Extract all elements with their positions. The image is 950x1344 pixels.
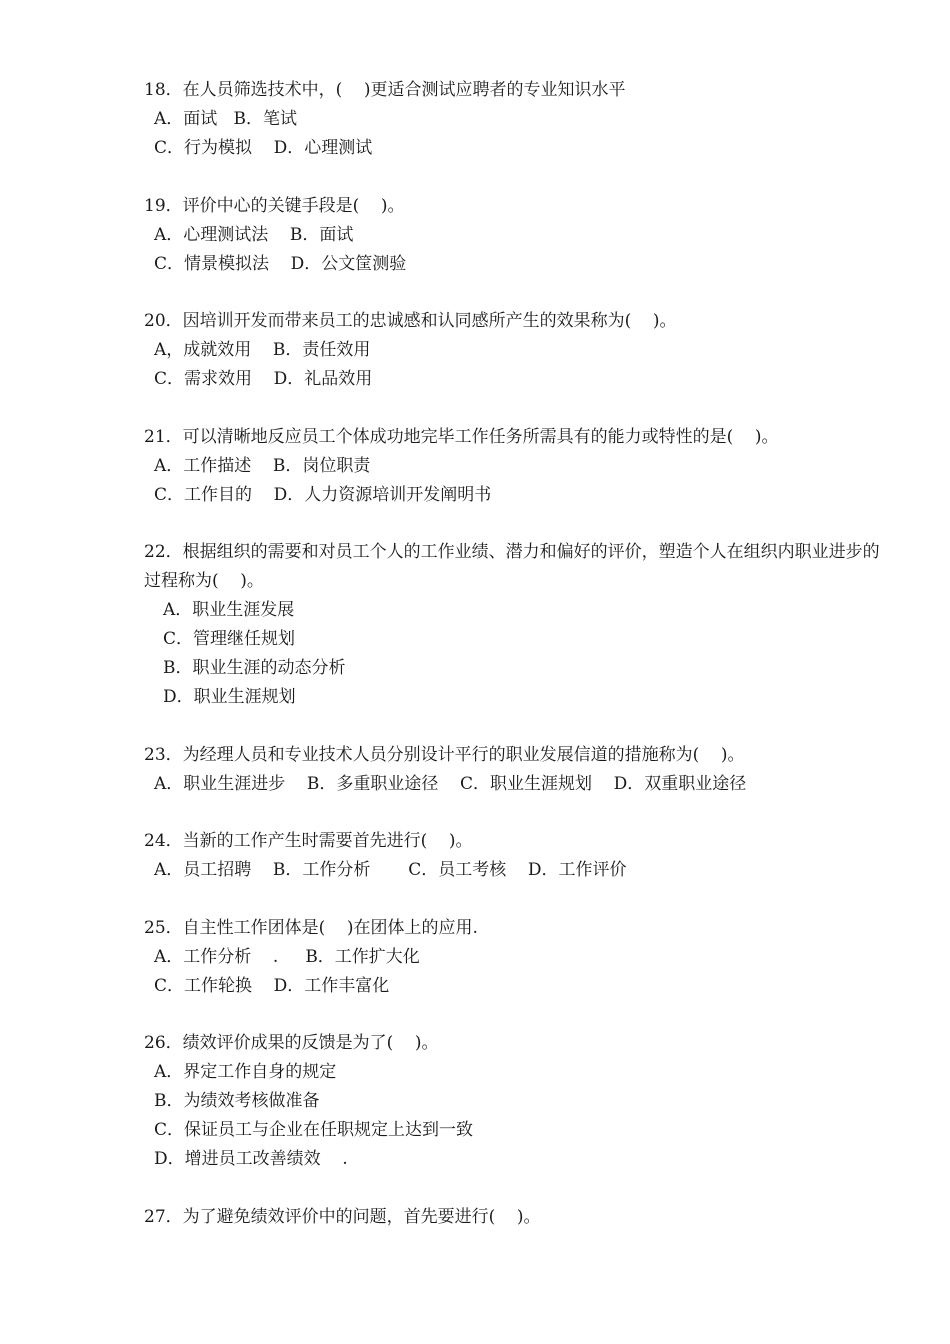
question-stem: 23．为经理人员和专业技术人员分别设计平行的职业发展信道的措施称为( )。 bbox=[144, 744, 745, 765]
option-line: A．员工招聘 B．工作分析 C．员工考核 D．工作评价 bbox=[154, 860, 627, 880]
option-line: C．行为模拟 D．心理测试 bbox=[154, 138, 373, 158]
question-stem: 26．绩效评价成果的反馈是为了( )。 bbox=[144, 1033, 439, 1053]
option-line: C．情景模拟法 D．公文筐测验 bbox=[154, 253, 407, 274]
option-line: A．工作分析 . B．工作扩大化 bbox=[154, 946, 420, 967]
question-stem: 20．因培训开发而带来员工的忠诚感和认同感所产生的效果称为( )。 bbox=[144, 311, 677, 331]
option-line: A．心理测试法 B．面试 bbox=[154, 224, 354, 245]
option-line: C．工作目的 D．人力资源培训开发阐明书 bbox=[154, 484, 492, 505]
option-line: B．职业生涯的动态分析 bbox=[163, 658, 346, 678]
option-line: A．界定工作自身的规定 bbox=[154, 1062, 337, 1082]
question-stem: 18．在人员筛选技术中，( )更适合测试应聘者的专业知识水平 bbox=[144, 80, 626, 100]
option-line: A．职业生涯发展 bbox=[163, 600, 295, 620]
question-stem: 27．为了避免绩效评价中的问题，首先要进行( )。 bbox=[144, 1206, 541, 1227]
option-line: A．职业生涯进步 B．多重职业途径 C．职业生涯规划 D．双重职业途径 bbox=[154, 773, 747, 794]
option-line: B．为绩效考核做准备 bbox=[154, 1091, 320, 1111]
option-line: C．工作轮换 D．工作丰富化 bbox=[154, 975, 390, 996]
question-25 bbox=[144, 914, 884, 1001]
question-23 bbox=[144, 741, 884, 799]
question-stem: 24．当新的工作产生时需要首先进行( )。 bbox=[144, 831, 473, 851]
option-line: C．管理继任规划 bbox=[163, 629, 296, 649]
document-page bbox=[144, 76, 884, 1260]
question-22 bbox=[144, 538, 884, 712]
option-line: A．工作描述 B．岗位职责 bbox=[154, 455, 371, 476]
question-21 bbox=[144, 423, 884, 510]
question-20 bbox=[144, 307, 884, 394]
question-stem: 19．评价中心的关键手段是( )。 bbox=[144, 195, 405, 216]
option-line: A，成就效用 B．责任效用 bbox=[154, 340, 371, 360]
option-line: D．职业生涯规划 bbox=[163, 687, 296, 707]
question-19 bbox=[144, 192, 884, 279]
option-line: A．面试 B．笔试 bbox=[154, 109, 297, 129]
option-line: D．增进员工改善绩效 . bbox=[154, 1149, 348, 1169]
question-stem: 25．自主性工作团体是( )在团体上的应用. bbox=[144, 917, 478, 938]
question-stem: 21．可以清晰地反应员工个体成功地完毕工作任务所需具有的能力或特性的是( )。 bbox=[144, 426, 779, 447]
question-26 bbox=[144, 1029, 884, 1174]
option-line: C．需求效用 D．礼品效用 bbox=[154, 369, 373, 389]
question-27 bbox=[144, 1203, 884, 1232]
question-18 bbox=[144, 76, 884, 163]
question-stem: 22．根据组织的需要和对员工个人的工作业绩、潜力和偏好的评价，塑造个人在组织内职业进步的过程称为( )。 bbox=[144, 542, 880, 591]
option-line: C．保证员工与企业在任职规定上达到一致 bbox=[154, 1120, 474, 1140]
question-24 bbox=[144, 827, 884, 885]
